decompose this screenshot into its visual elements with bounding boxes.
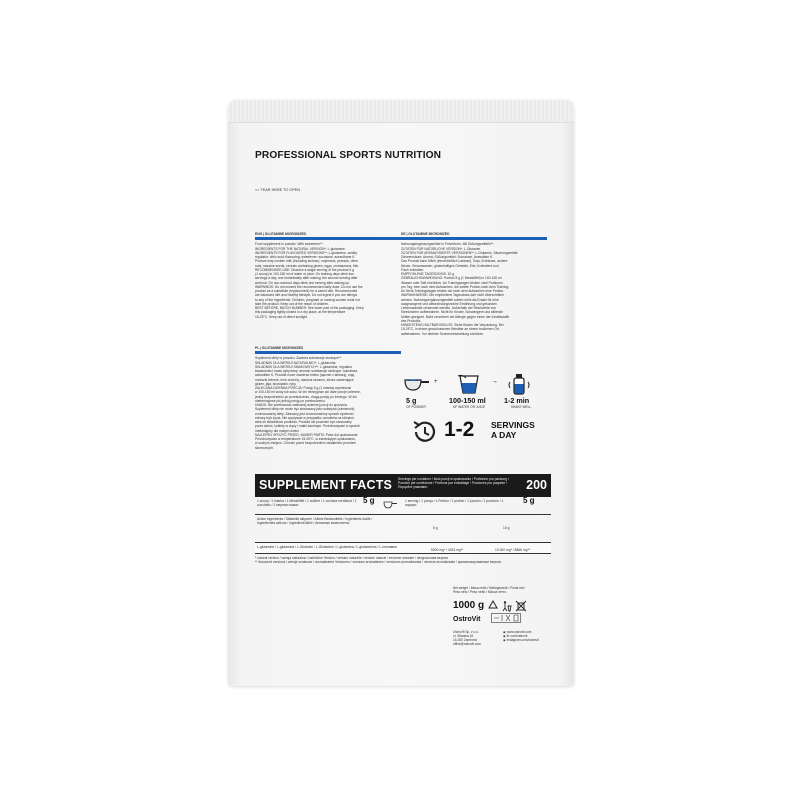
globe-icon: ◉ xyxy=(503,630,507,634)
scoop-value: 5 g xyxy=(363,496,375,505)
product-pouch xyxy=(228,100,574,686)
de-line: Nahrungsergänzungsmittel in Pulverform. Mit Süßungsmitteln**. xyxy=(401,242,495,247)
pl-line: Suplement diety w proszku. Zawiera substancje słodzące**. xyxy=(255,356,343,361)
social-links xyxy=(503,630,563,642)
column-10g: 10 g xyxy=(503,526,510,530)
active-ingredients-header: Active ingredients / Składniki aktywne / Aktive Bestandteile / Ingrédients Actifs / Ingredientes activos / Ingredienti Attivi / Активные компоненты xyxy=(257,517,373,526)
de-line: Mütter geeignet. Nicht verzehren bei Allergie gegen einen der Inhaltsstoffe xyxy=(401,314,510,319)
eng-line: are balanced diet and healthy lifestyle. Do not ingest if you are allergic xyxy=(255,293,358,298)
plus-icon: + xyxy=(434,379,438,385)
arrow-right-icon: → xyxy=(491,378,498,385)
website-text: www.ostrovit.com xyxy=(506,630,532,634)
pl-blue-bar xyxy=(255,351,401,354)
shake-time: 1-2 min xyxy=(504,396,530,405)
pl-line: przez dzieci, kobiety w ciąży i matki karmiące. Przechowywać w sposób xyxy=(255,424,360,429)
pl-label-column xyxy=(255,346,401,474)
pl-line: SKŁADNIKI DLA WERSJI NATURALNEJ*: L-glutamina. xyxy=(255,360,337,365)
net-weight-label: Net weight / Masa netto / Nettogewicht / Poids net / Peso neto / Peso netto / Масса нетто xyxy=(453,586,526,594)
pl-line: zdrowy tryb życia. Nie spożywać w przypadku uczulenia na którykol- xyxy=(255,415,355,420)
footnote-natural: * natural version / wersja naturalna / natürliche Version / version naturelle / versión natural / versione naturale / натуральная версия. xyxy=(255,556,449,560)
de-line: werden. Nahrungsergänzungsmittel sollten nicht als Ersatz für eine xyxy=(401,297,499,302)
de-line: Lebenswandel verwendet werden. Außerhalb der Reichweite von xyxy=(401,306,496,310)
glass-icon xyxy=(456,374,482,394)
eng-label-column xyxy=(255,232,401,342)
pl-line: kwasowości: kwas cytrynowy; aromat; substancje słodzące: sukraloza, xyxy=(255,369,358,373)
footnote-flavoured: ** flavoured versions / wersje smakowe / aromatisierte Versionen / versions aromatisées / versiones aromatizadas / versioni aromatizzate / ароматизированные версии. xyxy=(255,560,502,565)
company-address xyxy=(453,630,501,646)
de-line: GEBRAUCHSANWEISUNG: Portion 5 g (1 Messlöffel) in 100-150 ml xyxy=(401,276,502,281)
water-amount: 100-150 ml xyxy=(449,396,486,405)
de-line: ausgewogene und abwechslungsreiche Ernährung und gesunden xyxy=(401,301,497,306)
servings-per-container-text: Servings per container / Ilość porcji w opakowaniu / Portionen pro packung / Porzioni per confezione / Portions par emballage / Porciones por paquete / Порций в упаковке: xyxy=(398,477,509,489)
pl-tag: PL | GLUTAMINE MICRONIZED xyxy=(255,346,304,350)
column-5g: 5 g xyxy=(433,526,438,530)
de-line: Nüsse, Sesamsamen, glutenhaltiges Getreide, Eier, Krebstiere und xyxy=(401,263,499,268)
eng-line: 15-25°C. Keep out of direct sunlight. xyxy=(255,314,309,319)
pl-line: zróżnicowanej diety. Zalecany jest zrównoważony sposób żywienia i xyxy=(255,411,355,416)
de-line: 15-25°C, in einem geschlossenen Behälter an einem trockenen Ort xyxy=(401,327,499,332)
de-line: WARNHINWEISE: Die empfohlene Tagesdosis darf nicht überschritten xyxy=(401,293,504,298)
de-line: ZUTATEN FÜR AROMATISIERTE VERSIONEN**: L-Glutamin, Säuerungsmittel: xyxy=(401,250,519,255)
scoop-icon xyxy=(403,376,429,392)
de-line: pro Tag, eine nach dem Aufwachen, die zweite Portion nach dem Training. xyxy=(401,284,510,289)
eng-line: Product may contain milk (including lactose), soybeans, peanuts, other xyxy=(255,259,359,264)
eng-line: this packaging tightly closed in a dry place, at the temperature xyxy=(255,310,346,315)
pl-line: nietreningowe pić jedną porcję po przebudzeniu. xyxy=(255,398,326,403)
scoop-text: 1 scoop / 1 miarka / 1 Messlöffel / 1 cuillère / 1 cuchara medidora / 1 cucchiaio / 1 мерная ложка: xyxy=(257,499,357,508)
eng-line: BEST BEFORE, BATCH NUMBER: See lower part of the packaging. Keep xyxy=(255,306,364,310)
pl-line: NAJLEPIEJ SPOŻYĆ PRZED, NUMER PARTII: Patrz dół opakowania. xyxy=(255,432,359,437)
instagram-link[interactable] xyxy=(503,638,563,642)
eng-line: Food supplement in powder. With sweetener**. xyxy=(255,242,324,247)
supplement-facts-title: SUPPLEMENT FACTS xyxy=(259,478,393,492)
pl-line: ZALECANA DZIENNA PORCJA: Porcję 5 g (1 miarka) wymieszać xyxy=(255,386,352,390)
pl-line: SKŁADNIKI DLA WERSJI SMAKOWYCH**: L-glutamina, regulator xyxy=(255,364,353,369)
pl-line: jedną bezpośrednio po przebudzeniu, drugą porcję po treningu. W dni xyxy=(255,394,357,399)
dosage-instructions xyxy=(401,374,551,424)
tear-here-label: << TEAR HERE TO OPEN xyxy=(255,188,301,192)
facebook-icon: ◉ xyxy=(503,634,507,638)
pl-line: acesulfam K. Produkt może zawierać mleko (łącznie z laktozą), soję, xyxy=(255,373,356,378)
eng-line: servings a day, one immediately after waking, the second serving after xyxy=(255,276,358,281)
a-day-word: A DAY xyxy=(491,429,517,440)
de-line: MINDESTENS HALTBAR BIS/LOS: Siehe Boden der Verpackung. Bei xyxy=(401,323,504,327)
pl-line: gluten, jaja, skorupiaki, ryby. xyxy=(255,381,297,386)
eng-line: workout. On non-workout days drink one serving after waking up. xyxy=(255,280,350,285)
company-city: 16-300 Zambrów xyxy=(453,638,478,642)
eng-line: take the product. Keep out of the reach of children. xyxy=(255,301,330,306)
de-label-column xyxy=(401,232,547,347)
eng-line: nuts, sesame seeds, cereals containing gluten, eggs, crustaceans, fish. xyxy=(255,263,360,268)
pl-line: orzeszki ziemne, inne orzechy, nasiona sezamu, zboża zawierające xyxy=(255,377,354,382)
shaker-icon xyxy=(507,372,531,396)
brand-title: PROFESSIONAL SPORTS NUTRITION xyxy=(255,150,442,161)
de-line: Das Produkt kann Milch (einschließlich Laktose), Soja, Erdnüsse, andere xyxy=(401,259,508,264)
de-line: Kleinkindern aufbewahren. Nicht für Kinder, Schwangere und stillende xyxy=(401,310,504,315)
facebook-text: fb.com/ostrovit xyxy=(506,634,528,638)
certification-icon xyxy=(491,613,521,623)
pl-line: niedostępny dla małych dzieci. xyxy=(255,428,300,433)
eng-line: to any of the ingredients. Children, pregnant or nursing women must not xyxy=(255,297,360,302)
ostrovit-logo: OstroVit xyxy=(453,616,481,623)
de-line: Zitronensäure; Aroma; Süßungsmittel: Sucralose, Acesulfam K. xyxy=(401,255,494,259)
de-line: des Produkts. xyxy=(401,318,422,323)
portion-text: 1 serving / 1 porcja / 1 Portion / 1 portion / 1 porción / 1 porzione / 1 порция: xyxy=(405,499,504,508)
servings-text xyxy=(491,421,535,440)
pl-line: słonecznych. xyxy=(255,445,275,450)
serving-size-row xyxy=(255,497,551,515)
de-line: Wasser oder Saft einrühren. An Trainingstagen trinken zwei Portionen xyxy=(401,280,503,285)
ingredient-name: L-glutamine / L-glutamina / L-Glutamin / L-Glutamine / L-glutamina / L-glutammina / L-глютамин xyxy=(257,545,397,549)
eng-line: regulator: citric acid; flavouring; sweetener: sucralose, acesulfame K. xyxy=(255,255,356,259)
water-label: OF WATER OR JUICE xyxy=(452,405,486,409)
eng-line: WARNINGS: Do not exceed the recommended daily dose. Do not use the xyxy=(255,284,363,289)
de-blue-bar xyxy=(401,237,547,240)
ingredient-value-1: 5000 mg* / 4433 mg** xyxy=(431,548,464,552)
company-name: OstroVit Sp. z o.o. xyxy=(453,630,479,634)
pouch-seal xyxy=(228,100,574,123)
shake-label: SHAKE WELL xyxy=(510,405,532,409)
ingredient-value-2: 10 000 mg* / 8866 mg** xyxy=(495,548,531,552)
clock-icon xyxy=(411,419,439,445)
servings-number: 1-2 xyxy=(444,418,475,441)
de-line: Fisch enthalten. xyxy=(401,267,425,272)
pl-line: wiek ze składników produktu. Produkt nie powinien być stosowany xyxy=(255,420,352,424)
de-tag: DE | GLUTAMINE MICRONIZED xyxy=(401,232,450,236)
tidyman-icon xyxy=(501,600,513,612)
supplement-facts-footnotes xyxy=(255,556,551,564)
pl-line: w 100-150 ml wody lub soku. W dni treningowe pić dwie porcje dziennie, xyxy=(255,390,361,395)
powder-label: OF POWDER xyxy=(406,405,426,409)
company-street: ul. Sitarska 16 xyxy=(453,634,474,638)
pl-line: Suplement diety nie może być stosowany jako substytut (zamiennik) xyxy=(255,407,355,412)
de-line: aufbewahren. Vor direkter Sonneneinstrahlung schützen. xyxy=(401,331,485,336)
de-line: EMPFOHLENE TAGESDOSIS: 10 g xyxy=(401,272,455,276)
eng-line: INGREDIENTS FOR FLAVOURED VERSIONS**: L-glutamine, acidity xyxy=(255,250,357,255)
scoop-small-icon xyxy=(383,501,397,509)
company-email: office@ostrovit.com xyxy=(453,642,481,646)
recycle-icon xyxy=(487,600,499,612)
supplement-facts-table xyxy=(255,474,551,564)
ingredient-row xyxy=(255,543,551,554)
instagram-text: instagram.com/ostrovit xyxy=(506,638,539,642)
bin-crossed-icon xyxy=(515,600,527,612)
powder-amount: 5 g xyxy=(406,396,417,405)
servings-per-container-count: 200 xyxy=(526,478,547,492)
supplement-facts-header xyxy=(255,474,551,497)
portion-value: 5 g xyxy=(523,496,535,505)
de-line: ZUTATEN FÜR NATÜRLICHE VERSION*: L-Glutamin. xyxy=(401,246,482,251)
eng-tag: ENG | GLUTAMINE MICRONIZED xyxy=(255,232,307,236)
eng-blue-bar xyxy=(255,237,401,240)
eng-line: INGREDIENTS FOR THE NATURAL VERSION*: L-glutamine. xyxy=(255,246,346,251)
eng-line: RECOMMENDED USE: Dissolve a single serving of the product 5 g xyxy=(255,267,354,272)
pl-line: Przechowywać w temperaturze 15-25°C, w zamkniętym opakowaniu, xyxy=(255,437,356,441)
servings-word: SERVINGS xyxy=(491,420,535,430)
active-ingredients-header-row xyxy=(255,515,551,543)
de-line: An Nicht-Trainingstagen trinken sie nach dem Aufwachen eine Portion. xyxy=(401,289,505,293)
eng-line: (1 scoop) in 100-150 ml of water or juice. On training days drink two xyxy=(255,272,354,276)
pl-line: w suchym miejscu. Chronić przed bezpośrednim działaniem promieni xyxy=(255,441,356,446)
servings-per-day xyxy=(411,418,551,448)
instagram-icon: ◉ xyxy=(503,638,507,642)
pl-line: UWAGI: Nie przekraczać zalecanej dziennej porcji do spożycia. xyxy=(255,403,348,407)
net-weight: 1000 g xyxy=(453,600,485,611)
eng-line: product as a substitute (replacement) for a varied diet. Recommended xyxy=(255,289,358,293)
